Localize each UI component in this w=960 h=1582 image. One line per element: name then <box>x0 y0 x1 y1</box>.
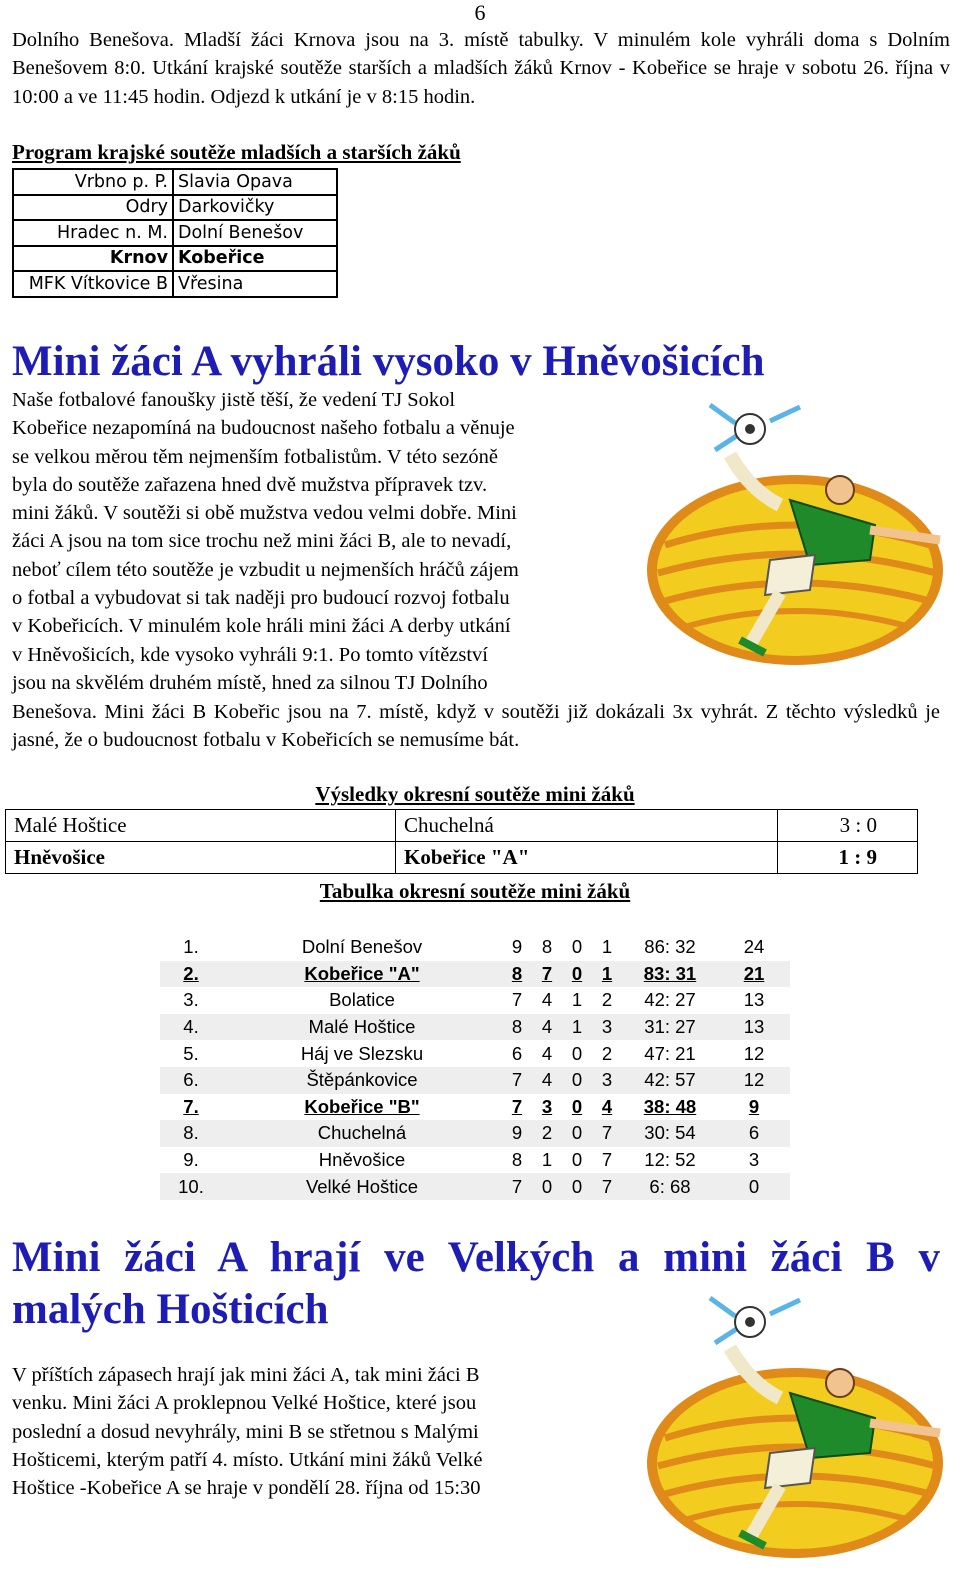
standings-position: 6. <box>160 1067 222 1094</box>
standings-team: Dolní Benešov <box>301 936 423 958</box>
standings-row <box>160 1147 790 1174</box>
standings-losses: 7 <box>592 1120 622 1147</box>
standings-points: 24 <box>743 936 765 958</box>
standings-wins: 7 <box>532 961 562 988</box>
soccer-ball-icon <box>710 1298 800 1343</box>
program-home-team: Krnov <box>13 246 173 272</box>
program-home-team: Hradec n. M. <box>13 220 173 246</box>
soccer-player-illustration-2 <box>640 1288 950 1563</box>
results-home-team: Malé Hoštice <box>6 810 396 842</box>
results-row <box>6 842 918 874</box>
program-away-team: Kobeřice <box>173 246 337 272</box>
standings-team: Bolatice <box>329 989 395 1011</box>
standings-row <box>160 1040 790 1067</box>
standings-team: Kobeřice "B" <box>304 1095 420 1117</box>
article-line: v Hněvošicích, kde vysoko vyhráli 9:1. Po tomto vítězství <box>12 643 489 666</box>
article1-headline: Mini žáci A vyhráli vysoko v Hněvošicích <box>12 338 765 385</box>
results-table <box>5 809 918 874</box>
program-away-team: Slavia Opava <box>173 169 337 195</box>
standings-played: 7 <box>511 1095 523 1117</box>
standings-row <box>160 1067 790 1094</box>
program-table <box>12 168 338 298</box>
article-line: V příštích zápasech hrají jak mini žáci A, tak mini žáci B <box>12 1364 480 1386</box>
soccer-player-illustration <box>640 395 950 670</box>
article-line: neboť cílem této soutěže je vzbudit u nejmenších hráčů zájem <box>12 558 519 581</box>
standings-position: 5. <box>183 1042 199 1064</box>
article-line: o fotbal a vybudovat si tak naději pro budoucí rozvoj fotbalu <box>12 587 510 610</box>
standings-row <box>160 1014 790 1041</box>
standings-draws: 0 <box>562 961 592 988</box>
results-row <box>6 810 918 842</box>
standings-points: 9 <box>748 1095 760 1117</box>
standings-wins: 1 <box>541 1149 553 1171</box>
standings-team: Malé Hoštice <box>222 1014 502 1041</box>
standings-position: 7. <box>183 1095 199 1117</box>
standings-goals: 42: 27 <box>644 989 696 1011</box>
standings-row <box>160 1120 790 1147</box>
standings-points: 12 <box>718 1067 790 1094</box>
standings-goals: 30: 54 <box>622 1120 718 1147</box>
standings-draws: 0 <box>562 1067 592 1094</box>
standings-position: 8. <box>160 1120 222 1147</box>
article1-body <box>12 386 620 697</box>
standings-losses: 2 <box>601 1042 613 1064</box>
standings-goals: 47: 21 <box>644 1042 696 1064</box>
article2-headline: Mini žáci A hrají ve Velkých a mini žáci B v malých Hošticích <box>12 1234 940 1333</box>
standings-draws: 0 <box>571 1149 583 1171</box>
standings-points: 0 <box>718 1173 790 1200</box>
standings-draws: 0 <box>571 1042 583 1064</box>
standings-points: 12 <box>743 1042 765 1064</box>
program-row <box>13 195 337 221</box>
standings-losses: 4 <box>601 1095 613 1117</box>
intro-paragraph: Dolního Benešova. Mladší žáci Krnova jsou na 3. místě tabulky. V minulém kole vyhráli doma s Dolním Benešovem 8:0. Utkání krajské soutěže starších a mladších žáků Krnov - Kobeřice se hraje v sobotu 26. října v 10:00 a ve 11:45 hodin. Odjezd k utkání je v 8:15 hodin. <box>12 29 950 108</box>
standings-points: 6 <box>718 1120 790 1147</box>
standings-draws: 0 <box>571 936 583 958</box>
standings-points: 3 <box>748 1149 760 1171</box>
article-line: poslední a dosud nevyhrály, mini B se střetnou s Malými <box>12 1420 479 1443</box>
standings-draws: 1 <box>562 1014 592 1041</box>
article-line: Hoštice -Kobeřice A se hraje v pondělí 28. října od 15:30 <box>12 1477 481 1500</box>
standings-position: 1. <box>183 936 199 958</box>
standings-losses: 3 <box>592 1014 622 1041</box>
standings-played: 9 <box>502 1120 532 1147</box>
standings-played: 8 <box>502 961 532 988</box>
standings-position: 3. <box>183 989 199 1011</box>
results-away-team: Kobeřice "A" <box>396 842 778 874</box>
article-line: mini žáků. V soutěži si obě mužstva vedou velmi dobře. Mini <box>12 502 517 525</box>
standings-team: Hněvošice <box>318 1149 406 1171</box>
article-line: se velkou měrou těm nejmenším fotbalistům. V této sezóně <box>12 445 499 468</box>
article-line: žáci A jsou na tom sice trochu než mini žáci B, ale to nevadí, <box>12 530 512 553</box>
standings-table <box>160 934 790 1200</box>
standings-goals: 86: 32 <box>644 936 696 958</box>
standings-goals: 83: 31 <box>622 961 718 988</box>
article2-body <box>12 1361 586 1502</box>
standings-draws: 1 <box>571 989 583 1011</box>
standings-losses: 7 <box>592 1173 622 1200</box>
results-score: 3 : 0 <box>778 810 918 842</box>
standings-team: Štěpánkovice <box>222 1067 502 1094</box>
article-line: venku. Mini žáci A proklepnou Velké Hoštice, které jsou <box>12 1392 477 1415</box>
standings-goals: 6: 68 <box>622 1173 718 1200</box>
standings-losses: 7 <box>601 1149 613 1171</box>
standings-played: 7 <box>502 1173 532 1200</box>
standings-wins: 2 <box>532 1120 562 1147</box>
standings-draws: 0 <box>562 1173 592 1200</box>
results-title: Výsledky okresní soutěže mini žáků <box>315 782 635 806</box>
standings-position: 9. <box>183 1149 199 1171</box>
standings-points: 13 <box>743 989 765 1011</box>
article-line: v Kobeřicích. V minulém kole hráli mini žáci A derby utkání <box>12 615 511 638</box>
standings-row <box>160 1173 790 1200</box>
standings-played: 6 <box>511 1042 523 1064</box>
standings-team: Kobeřice "A" <box>222 961 502 988</box>
program-away-team: Dolní Benešov <box>173 220 337 246</box>
standings-wins: 3 <box>541 1095 553 1117</box>
standings-wins: 4 <box>532 1067 562 1094</box>
page-number: 6 <box>474 0 486 25</box>
standings-team: Chuchelná <box>222 1120 502 1147</box>
results-score: 1 : 9 <box>778 842 918 874</box>
program-title: Program krajské soutěže mladších a starších žáků <box>12 140 461 164</box>
standings-wins: 4 <box>532 1014 562 1041</box>
standings-draws: 0 <box>571 1095 583 1117</box>
standings-wins: 8 <box>541 936 553 958</box>
standings-row <box>160 934 790 961</box>
standings-losses: 3 <box>592 1067 622 1094</box>
standings-position: 10. <box>160 1173 222 1200</box>
article-line: Kobeřice nezapomíná na budoucnost našeho fotbalu a věnuje <box>12 417 515 440</box>
standings-played: 9 <box>511 936 523 958</box>
standings-played: 7 <box>511 989 523 1011</box>
program-home-team: Vrbno p. P. <box>13 169 173 195</box>
article1-tail: Benešova. Mini žáci B Kobeřic jsou na 7. místě, když v soutěži již dokázali 3x vyhrát. Z těchto výsledků je jasné, že o budoucnost fotbalu v Kobeřicích se nemusíme bát. <box>12 700 940 751</box>
standings-row <box>160 987 790 1014</box>
standings-goals: 31: 27 <box>622 1014 718 1041</box>
program-home-team: Odry <box>13 195 173 221</box>
standings-losses: 1 <box>601 936 613 958</box>
program-row <box>13 220 337 246</box>
article-line: jsou na skvělém druhém místě, hned za silnou TJ Dolního <box>12 671 488 694</box>
program-away-team: Darkovičky <box>173 195 337 221</box>
standings-team: Velké Hoštice <box>222 1173 502 1200</box>
standings-losses: 1 <box>592 961 622 988</box>
standings-goals: 38: 48 <box>643 1095 697 1117</box>
standings-wins: 4 <box>541 1042 553 1064</box>
standings-draws: 0 <box>562 1120 592 1147</box>
article-line: byla do soutěže zařazena hned dvě mužstva přípravek tzv. <box>12 473 488 496</box>
standings-team: Háj ve Slezsku <box>300 1042 424 1064</box>
standings-points: 21 <box>718 961 790 988</box>
standings-played: 8 <box>511 1149 523 1171</box>
article-line: Naše fotbalové fanoušky jistě těší, že vedení TJ Sokol <box>12 389 456 411</box>
article-line: Hošticemi, kterým patří 4. místo. Utkání mini žáků Velké <box>12 1448 483 1471</box>
program-away-team: Vřesina <box>173 271 337 297</box>
standings-played: 7 <box>502 1067 532 1094</box>
standings-losses: 2 <box>601 989 613 1011</box>
program-row <box>13 271 337 297</box>
program-home-team: MFK Vítkovice B <box>13 271 173 297</box>
soccer-ball-icon <box>710 405 800 450</box>
standings-played: 8 <box>502 1014 532 1041</box>
standings-wins: 4 <box>541 989 553 1011</box>
standings-position: 4. <box>160 1014 222 1041</box>
standings-row <box>160 1094 790 1121</box>
standings-row <box>160 961 790 988</box>
program-row <box>13 246 337 272</box>
results-away-team: Chuchelná <box>396 810 778 842</box>
standings-points: 13 <box>718 1014 790 1041</box>
results-home-team: Hněvošice <box>6 842 396 874</box>
program-row <box>13 169 337 195</box>
standings-wins: 0 <box>532 1173 562 1200</box>
standings-title: Tabulka okresní soutěže mini žáků <box>319 879 631 903</box>
standings-goals: 12: 52 <box>644 1149 696 1171</box>
standings-goals: 42: 57 <box>622 1067 718 1094</box>
standings-position: 2. <box>160 961 222 988</box>
